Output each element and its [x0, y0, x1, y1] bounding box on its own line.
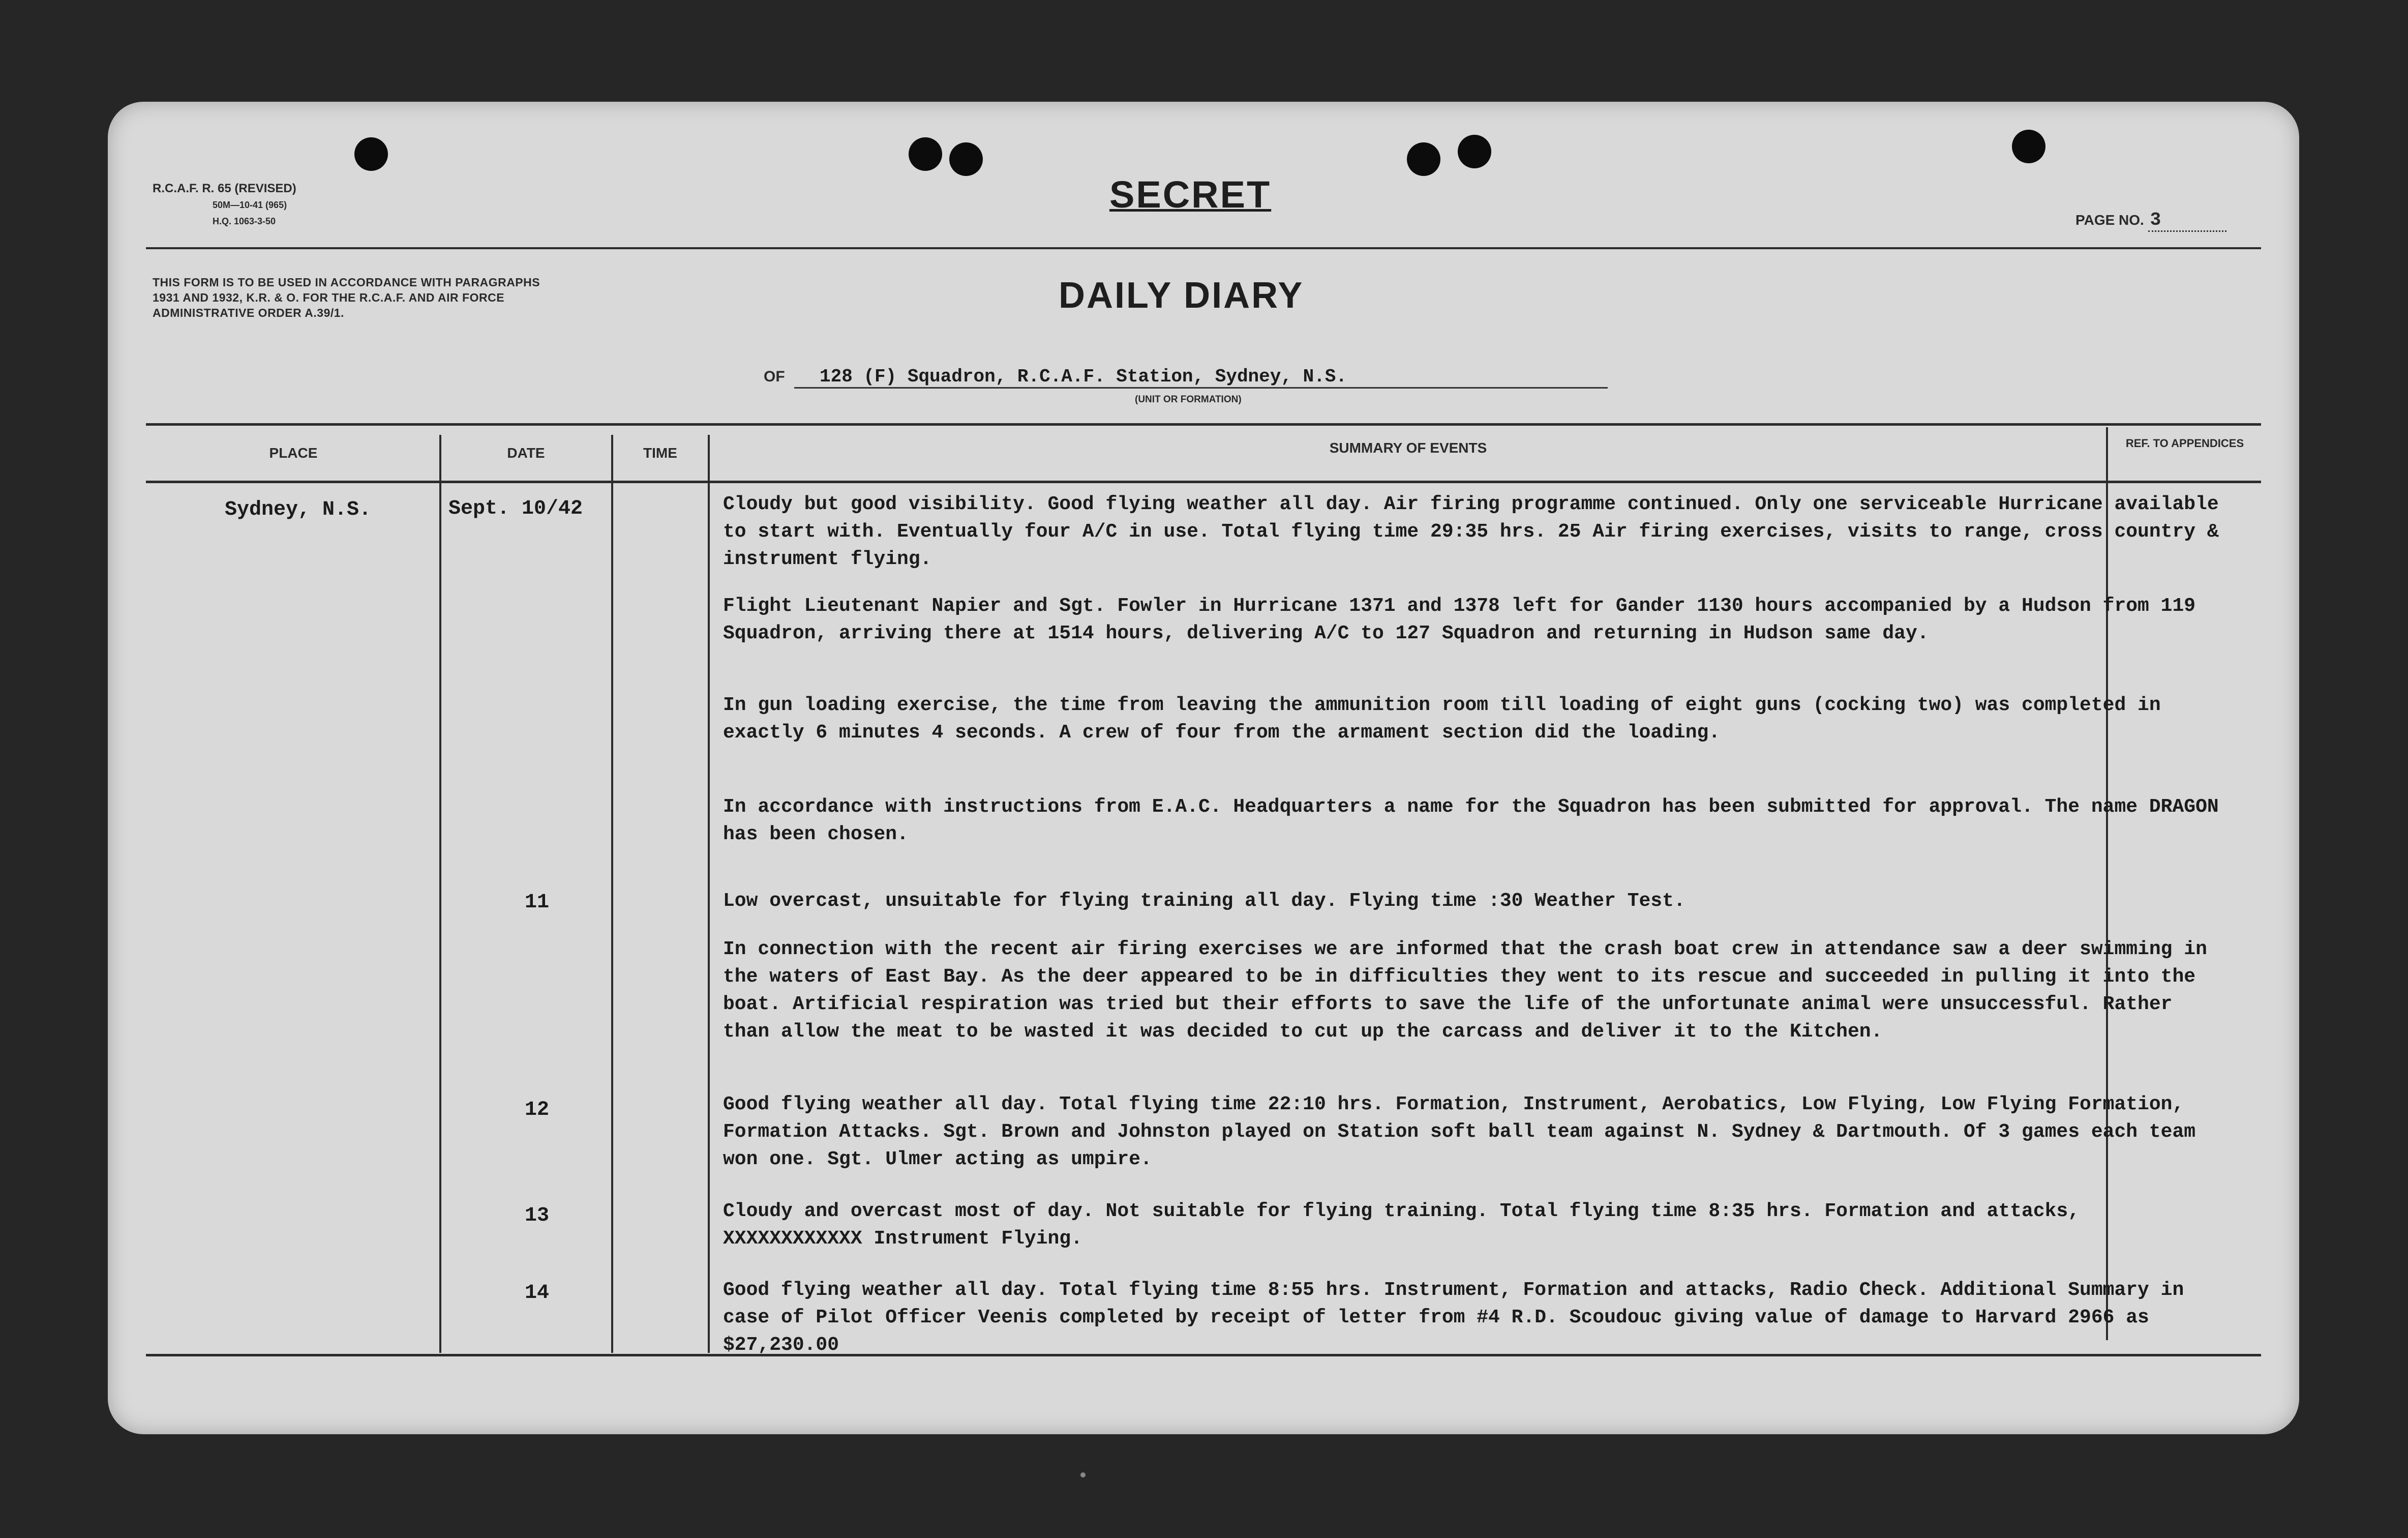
table-top-rule: [146, 423, 2261, 426]
column-header-ref-appendices: REF. TO APPENDICES: [2125, 437, 2244, 450]
punch-hole: [2012, 130, 2045, 163]
date-cell: Sept. 10/42: [448, 497, 583, 520]
date-cell: 14: [525, 1282, 550, 1305]
dust-speck: [1080, 1472, 1086, 1477]
secret-stamp: SECRET: [1109, 173, 1272, 216]
punch-hole: [1458, 135, 1491, 168]
summary-entry: Low overcast, unsuitable for flying training all day. Flying time :30 Weather Test.: [723, 890, 1685, 912]
punch-hole: [949, 142, 983, 176]
print-run: 50M—10-41 (965): [213, 200, 287, 210]
column-divider: [611, 435, 613, 1353]
unit-caption: (UNIT OR FORMATION): [1135, 394, 1242, 405]
hq-reference: H.Q. 1063-3-50: [213, 216, 276, 226]
page-title: DAILY DIARY: [1059, 275, 1304, 316]
summary-entry: Good flying weather all day. Total flying time 22:10 hrs. Formation, Instrument, Aerobatics, Low Flying, Low Flying Formation, Formation Attacks. Sgt. Brown and Johnston played on Station soft ball team against N. Sydney & Dartmouth. Of 3 games each team won one. Sgt. Ulmer acting as umpire.: [723, 1093, 2196, 1170]
date-cell: 11: [525, 891, 550, 914]
punch-hole: [909, 137, 942, 171]
unit-line: [764, 366, 1608, 389]
place-cell: Sydney, N.S.: [225, 498, 372, 521]
summary-entry: In connection with the recent air firing exercises we are informed that the crash boat crew in attendance saw a deer swimming in the waters of East Bay. As the deer appeared to be in difficulties they went to its rescue and succeeded in pulling it into the boat. Artificial respiration was tried but their efforts to save the life of the unfortunate animal were unsuccessful. Rather than allow the meat to be wasted it was decided to cut up the carcass and deliver it to the Kitchen.: [723, 938, 2207, 1043]
summary-entry: In gun loading exercise, the time from leaving the ammunition room till loading of eight guns (cocking two) was completed in exactly 6 minutes 4 seconds. A crew of four from the armament section did the loading.: [723, 694, 2161, 744]
date-cell: 13: [525, 1204, 550, 1227]
summary-entry: Cloudy but good visibility. Good flying weather all day. Air firing programme continued. Only one serviceable Hurricane available to start with. Eventually four A/C in use. Total flying time 29:35 hrs. 25 Air firing exercises, visits to range, cross country & instrument flying.: [723, 493, 2219, 570]
form-number: R.C.A.F. R. 65 (REVISED): [153, 182, 296, 195]
column-header-time: TIME: [643, 445, 677, 461]
diary-sheet: [108, 102, 2299, 1434]
column-divider: [439, 435, 441, 1353]
table-header-rule: [146, 481, 2261, 483]
page-number-label: PAGE NO.: [2075, 212, 2144, 228]
form-reference: [153, 181, 296, 229]
column-divider: [708, 435, 710, 1353]
unit-name: 128 (F) Squadron, R.C.A.F. Station, Sydney, N.S.: [794, 366, 1608, 389]
header-divider: [146, 247, 2261, 249]
page-number: [2075, 210, 2226, 232]
of-label: OF: [764, 368, 785, 385]
column-header-place: PLACE: [269, 445, 318, 461]
punch-hole: [1407, 142, 1440, 176]
column-header-summary: SUMMARY OF EVENTS: [1329, 440, 1487, 456]
summary-entry: In accordance with instructions from E.A.C. Headquarters a name for the Squadron has been submitted for approval. The name DRAGON has been chosen.: [723, 796, 2219, 845]
column-header-date: DATE: [507, 445, 545, 461]
summary-entry: Good flying weather all day. Total flying time 8:55 hrs. Instrument, Formation and attacks, Radio Check. Additional Summary in case of Pilot Officer Veenis completed by receipt of letter from #4 R.D. Scoudouc giving value of damage to Harvard 2966 as $27,230.00: [723, 1279, 2184, 1356]
summary-entry: Cloudy and overcast most of day. Not suitable for flying training. Total flying time 8:35 hrs. Formation and attacks, XXXXXXXXXXXX Instrument Flying.: [723, 1200, 2080, 1250]
page-number-value: 3: [2148, 210, 2226, 232]
date-cell: 12: [525, 1099, 550, 1121]
punch-hole: [354, 137, 388, 171]
summary-entry: Flight Lieutenant Napier and Sgt. Fowler in Hurricane 1371 and 1378 left for Gander 1130 hours accompanied by a Hudson from 119 Squadron, arriving there at 1514 hours, delivering A/C to 127 Squadron and returning in Hudson same day.: [723, 595, 2196, 644]
form-instructions: THIS FORM IS TO BE USED IN ACCORDANCE WITH PARAGRAPHS 1931 AND 1932, K.R. & O. FOR THE R.C.A.F. AND AIR FORCE ADMINISTRATIVE ORDER A.39/1.: [153, 276, 540, 319]
